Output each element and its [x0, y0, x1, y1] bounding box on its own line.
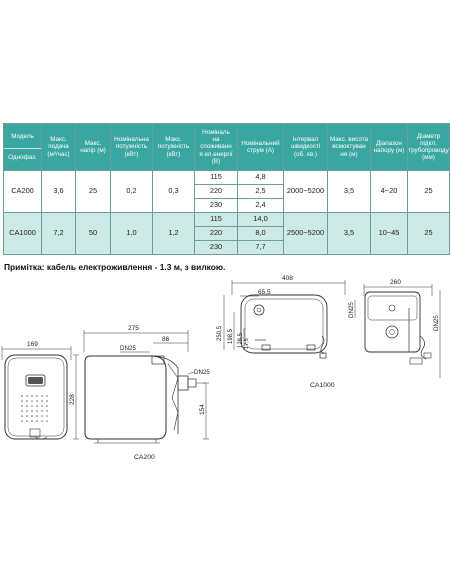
ca1000-width-label: 408 — [282, 275, 293, 282]
cell-suction: 3,5 — [328, 213, 371, 255]
cell-current: 14,0 — [238, 213, 284, 227]
cell-voltage: 230 — [195, 241, 238, 255]
cell-current: 2,5 — [238, 185, 284, 199]
ca200-dn-left-label: DN25 — [120, 345, 136, 352]
table-row — [4, 213, 450, 227]
ca200-front-height-label: 228 — [69, 394, 76, 405]
cell-flow: 7,2 — [42, 213, 76, 255]
ca200-side-height-label: 154 — [199, 404, 206, 415]
ca200-side-width-label: 275 — [128, 325, 139, 332]
cell-head: 50 — [76, 213, 111, 255]
cell-voltage: 230 — [195, 199, 238, 213]
cell-power-rated: 0,2 — [111, 171, 153, 213]
cell-voltage: 220 — [195, 227, 238, 241]
cell-speed: 2000~5200 — [284, 171, 328, 213]
header-head: Макс. напір (м) — [76, 124, 111, 171]
specification-table — [3, 123, 450, 255]
ca1000-h4-label: 17,5 — [244, 338, 250, 349]
cable-note: Примітка: кабель електроживлення - 1.3 м, з вилкою. — [4, 262, 226, 272]
ca200-side-drawing — [84, 325, 210, 461]
cell-power-max: 1,2 — [153, 213, 195, 255]
ca200-dn-right-label: DN25 — [194, 369, 210, 376]
header-flow: Макс. подача (м³/час) — [42, 124, 76, 171]
cell-speed: 2500~5200 — [284, 213, 328, 255]
cell-suction: 3,5 — [328, 171, 371, 213]
ca200-side-offset-label: 86 — [162, 336, 170, 343]
ca200-caption: CA200 — [134, 454, 155, 461]
cell-flow: 3,6 — [42, 171, 76, 213]
header-current: Номінальний струм (А) — [238, 124, 284, 171]
cell-voltage: 115 — [195, 171, 238, 185]
ca1000-h3-label: 128,5 — [238, 332, 244, 348]
cell-diameter: 25 — [408, 171, 450, 213]
cell-power-rated: 1,0 — [111, 213, 153, 255]
ca1000-front-drawing — [348, 279, 440, 378]
ca1000-h2-label: 198,5 — [228, 328, 234, 344]
ca1000-dn-label: DN25 — [348, 302, 355, 318]
header-power-rated: Номінальна потужність (кВт) — [111, 124, 153, 171]
header-suction: Макс. висота всмоктуван ня (м) — [328, 124, 371, 171]
ca200-front-width-label: 169 — [27, 341, 38, 348]
cell-head: 25 — [76, 171, 111, 213]
ca1000-dn-right-label: DN25 — [433, 315, 440, 331]
ca200-front-drawing — [2, 341, 79, 439]
ca1000-offset-label: 65,5 — [258, 289, 271, 296]
cell-current: 7,7 — [238, 241, 284, 255]
dimension-drawings — [0, 272, 452, 584]
ca1000-front-width-label: 260 — [390, 279, 401, 286]
cell-range: 10~45 — [371, 213, 408, 255]
cell-current: 4,8 — [238, 171, 284, 185]
cell-voltage: 115 — [195, 213, 238, 227]
cell-voltage: 220 — [195, 185, 238, 199]
cell-range: 4~20 — [371, 171, 408, 213]
ca1000-caption: CA1000 — [310, 382, 335, 389]
cell-model: CA200 — [4, 171, 42, 213]
cell-current: 2,4 — [238, 199, 284, 213]
cell-power-max: 0,3 — [153, 171, 195, 213]
ca1000-h1-label: 250,5 — [217, 325, 223, 341]
table-row — [4, 171, 450, 185]
header-model: Модель Однофаз. — [4, 124, 42, 171]
header-power-max: Макс. потужність (кВт) — [153, 124, 195, 171]
cell-current: 8,0 — [238, 227, 284, 241]
ca1000-side-drawing — [217, 275, 345, 389]
header-range: Діапазон напору (м) — [371, 124, 408, 171]
ca200-vent-grille — [21, 395, 48, 422]
table-header-row — [4, 124, 450, 171]
header-speed: Інтервал швидкості (об. хв.) — [284, 124, 328, 171]
cell-model: CA1000 — [4, 213, 42, 255]
header-diameter: Діаметр підкл. трубопроводу (мм) — [408, 124, 450, 171]
cell-diameter: 25 — [408, 213, 450, 255]
header-voltage: Номіналь на споживанн я ел.енергії (В) — [195, 124, 238, 171]
